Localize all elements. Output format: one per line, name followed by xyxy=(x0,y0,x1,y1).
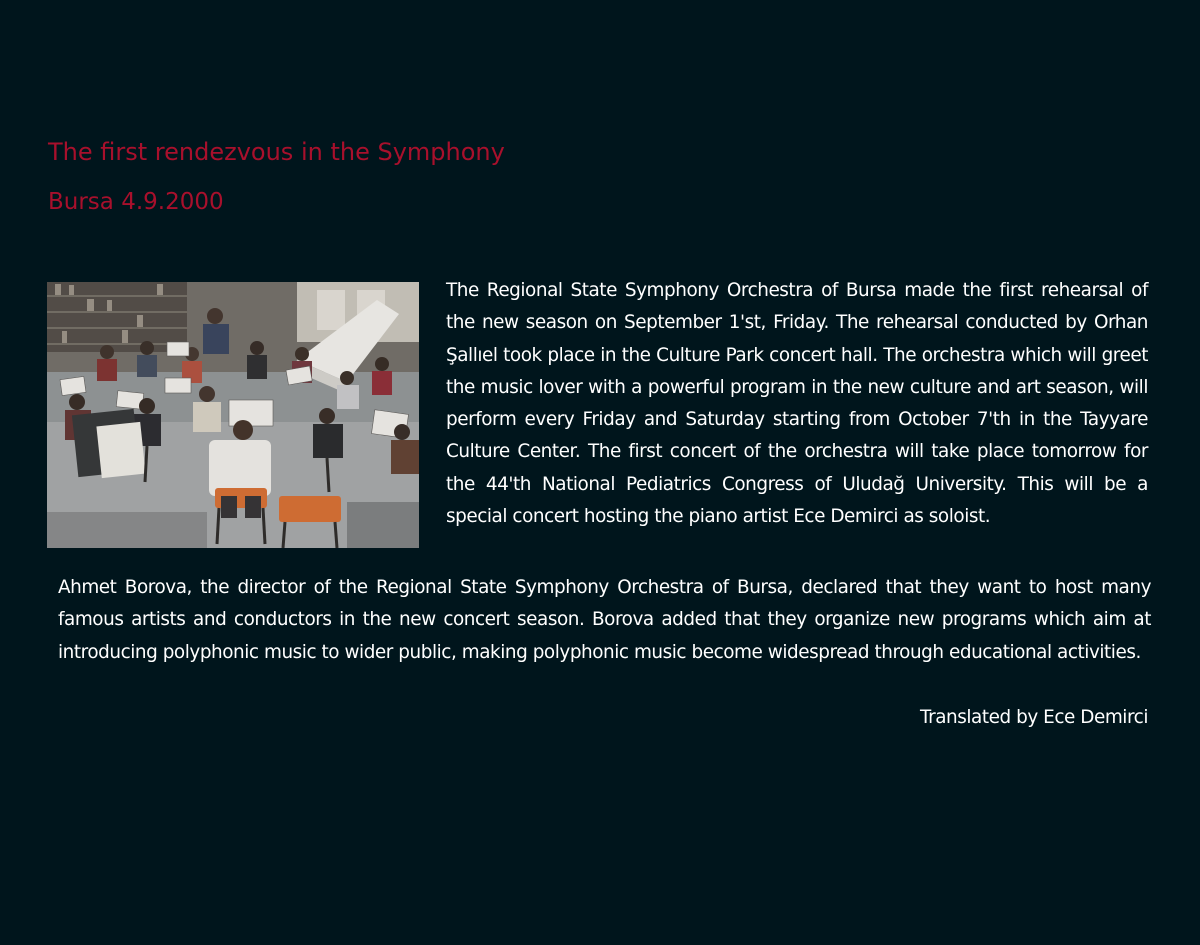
translator-credit: Translated by Ece Demirci xyxy=(920,707,1148,728)
orchestra-rehearsal-photo xyxy=(47,282,419,548)
article-paragraph-2: Ahmet Borova, the director of the Regional State Symphony Orchestra of Bursa, declared that they want to host many famous artists and conductors in the new concert season. Borova added that they organize new programs which aim at introducing polyphonic music to wider public, making polyphonic music become widespread through educational activities. xyxy=(58,577,1151,663)
article-paragraph-1: The Regional State Symphony Orchestra of Bursa made the first rehearsal of the new season on September 1'st, Friday. The rehearsal conducted by Orhan Şallıel took place in the Culture Park concert hall. The orchestra which will greet the music lover with a powerful program in the new culture and art season, will perform every Friday and Saturday starting from October 7'th in the Tayyare Culture Center. The first concert of the orchestra will take place tomorrow for the 44'th National Pediatrics Congress of Uludağ University. This will be a special concert hosting the piano artist Ece Demirci as soloist. xyxy=(446,280,1148,528)
page-title: The first rendezvous in the Symphony xyxy=(48,138,505,166)
page-subtitle: Bursa 4.9.2000 xyxy=(48,189,224,215)
